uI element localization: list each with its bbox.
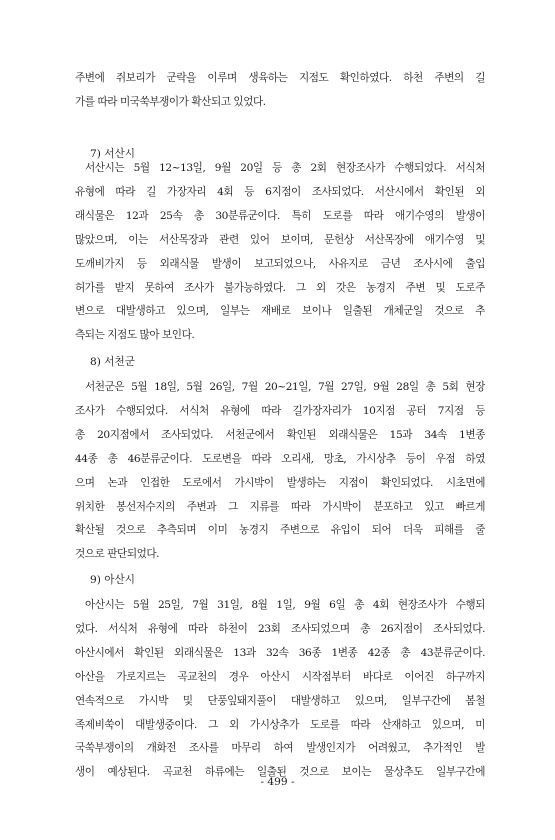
paragraph-line: 서천군은 5월 18일, 5월 26일, 7월 20~21일, 7월 27일, 9월 28일 총 5회 현장 xyxy=(85,381,485,393)
paragraph-line: 총 20지점에서 조사되었다. 서천군에서 확인된 외래식물은 15과 34속 1변종 xyxy=(75,428,485,441)
paragraph-line: 아산을 가로지르는 곡교천의 경우 아산시 시작점부터 바다로 이어진 하구까지 xyxy=(75,670,485,683)
intro-paragraph xyxy=(75,67,485,115)
paragraph-line: 주변에 쥐보리가 군락을 이루며 생육하는 지점도 확인하였다. 하천 주변의 길 xyxy=(75,72,485,84)
section-paragraph-seocheon xyxy=(75,376,485,567)
section-paragraph-asan xyxy=(75,594,485,785)
paragraph-line: 으며 논과 인접한 도로에서 가시박이 발생하는 지점이 확인되었다. 시초면에 xyxy=(75,476,485,489)
paragraph-line: 국쑥부쟁이의 개화전 조사를 마무리 하여 발생인지가 어려웠고, 추가적인 발 xyxy=(75,742,485,755)
paragraph-line: 허가를 받지 못하여 조사가 불가능하였다. 그 외 갓은 농경지 주변 및 도로주 xyxy=(75,281,485,294)
paragraph-line: 것으로 판단되었다. xyxy=(75,548,160,561)
paragraph-line: 유형에 따라 길 가장자리 4회 등 6지점이 조사되었다. 서산시에서 확인된 외 xyxy=(75,185,485,198)
paragraph-line: 측되는 지점도 많아 보인다. xyxy=(75,329,195,342)
section-heading-seocheon: 8) 서천군 xyxy=(90,356,135,368)
paragraph-line: 연속적으로 가시박 및 단풍잎돼지풀이 대발생하고 있으며, 일부구간에 봄철 xyxy=(75,694,485,707)
paragraph-line: 아산시는 5월 25일, 7월 31일, 8월 1일, 9월 6일 총 4회 현장조사가 수행되 xyxy=(85,599,485,611)
paragraph-line: 변으로 대발생하고 있으며, 일부는 재배로 보이나 일출된 개체군일 것으로 추 xyxy=(75,305,485,318)
section-heading-asan: 9) 아산시 xyxy=(90,574,135,586)
paragraph-line: 족제비쑥이 대발생중이다. 그 외 가시상추가 도로를 따라 산재하고 있으며, 미 xyxy=(75,718,485,731)
page-number: - 499 - xyxy=(260,776,295,788)
paragraph-line: 44종 총 46분류군이다. 도로변을 따라 오리새, 망초, 가시상추 등이 우점 하였 xyxy=(75,452,485,465)
paragraph-line: 었다. 서식처 유형에 따라 하천이 23회 조사되었으며 총 26지점이 조사되었다. xyxy=(75,622,485,635)
section-heading-seosan: 7) 서산시 xyxy=(90,148,135,160)
paragraph-line: 조사가 수행되었다. 서식처 유형에 따라 길가장자리가 10지점 공터 7지점 등 xyxy=(75,404,485,417)
paragraph-line: 도깨비가지 등 외래식물 발생이 보고되었으나, 사유지로 금년 조사시에 출입 xyxy=(75,257,485,270)
paragraph-line: 서산시는 5월 12~13일, 9월 20일 등 총 2회 현장조사가 수행되었다. 서식처 xyxy=(85,162,485,174)
paragraph-line: 가를 따라 미국쑥부쟁이가 확산되고 있었다. xyxy=(75,95,266,108)
section-paragraph-seosan xyxy=(75,157,485,348)
paragraph-line: 아산시에서 확인된 외래식물은 13과 32속 36종 1변종 42종 총 43분류군이다. xyxy=(75,646,485,659)
paragraph-line: 생이 예상된다. 곡교천 하류에는 일출된 것으로 보이는 물상추도 일부구간에 xyxy=(75,766,485,779)
paragraph-line: 많았으며, 이는 서산목장과 관련 있어 보이며, 문헌상 서산목장에 애기수영 및 xyxy=(75,233,485,246)
paragraph-line: 위치한 봉선저수지의 주변과 그 지류를 따라 가시박이 분포하고 있고 빠르게 xyxy=(75,500,485,513)
paragraph-line: 확산될 것으로 추측되며 이미 농경지 주변으로 유입이 되어 더욱 피해를 줄 xyxy=(75,524,485,537)
paragraph-line: 래식물은 12과 25속 총 30분류군이다. 특히 도로를 따라 애기수영의 발생이 xyxy=(75,209,485,222)
